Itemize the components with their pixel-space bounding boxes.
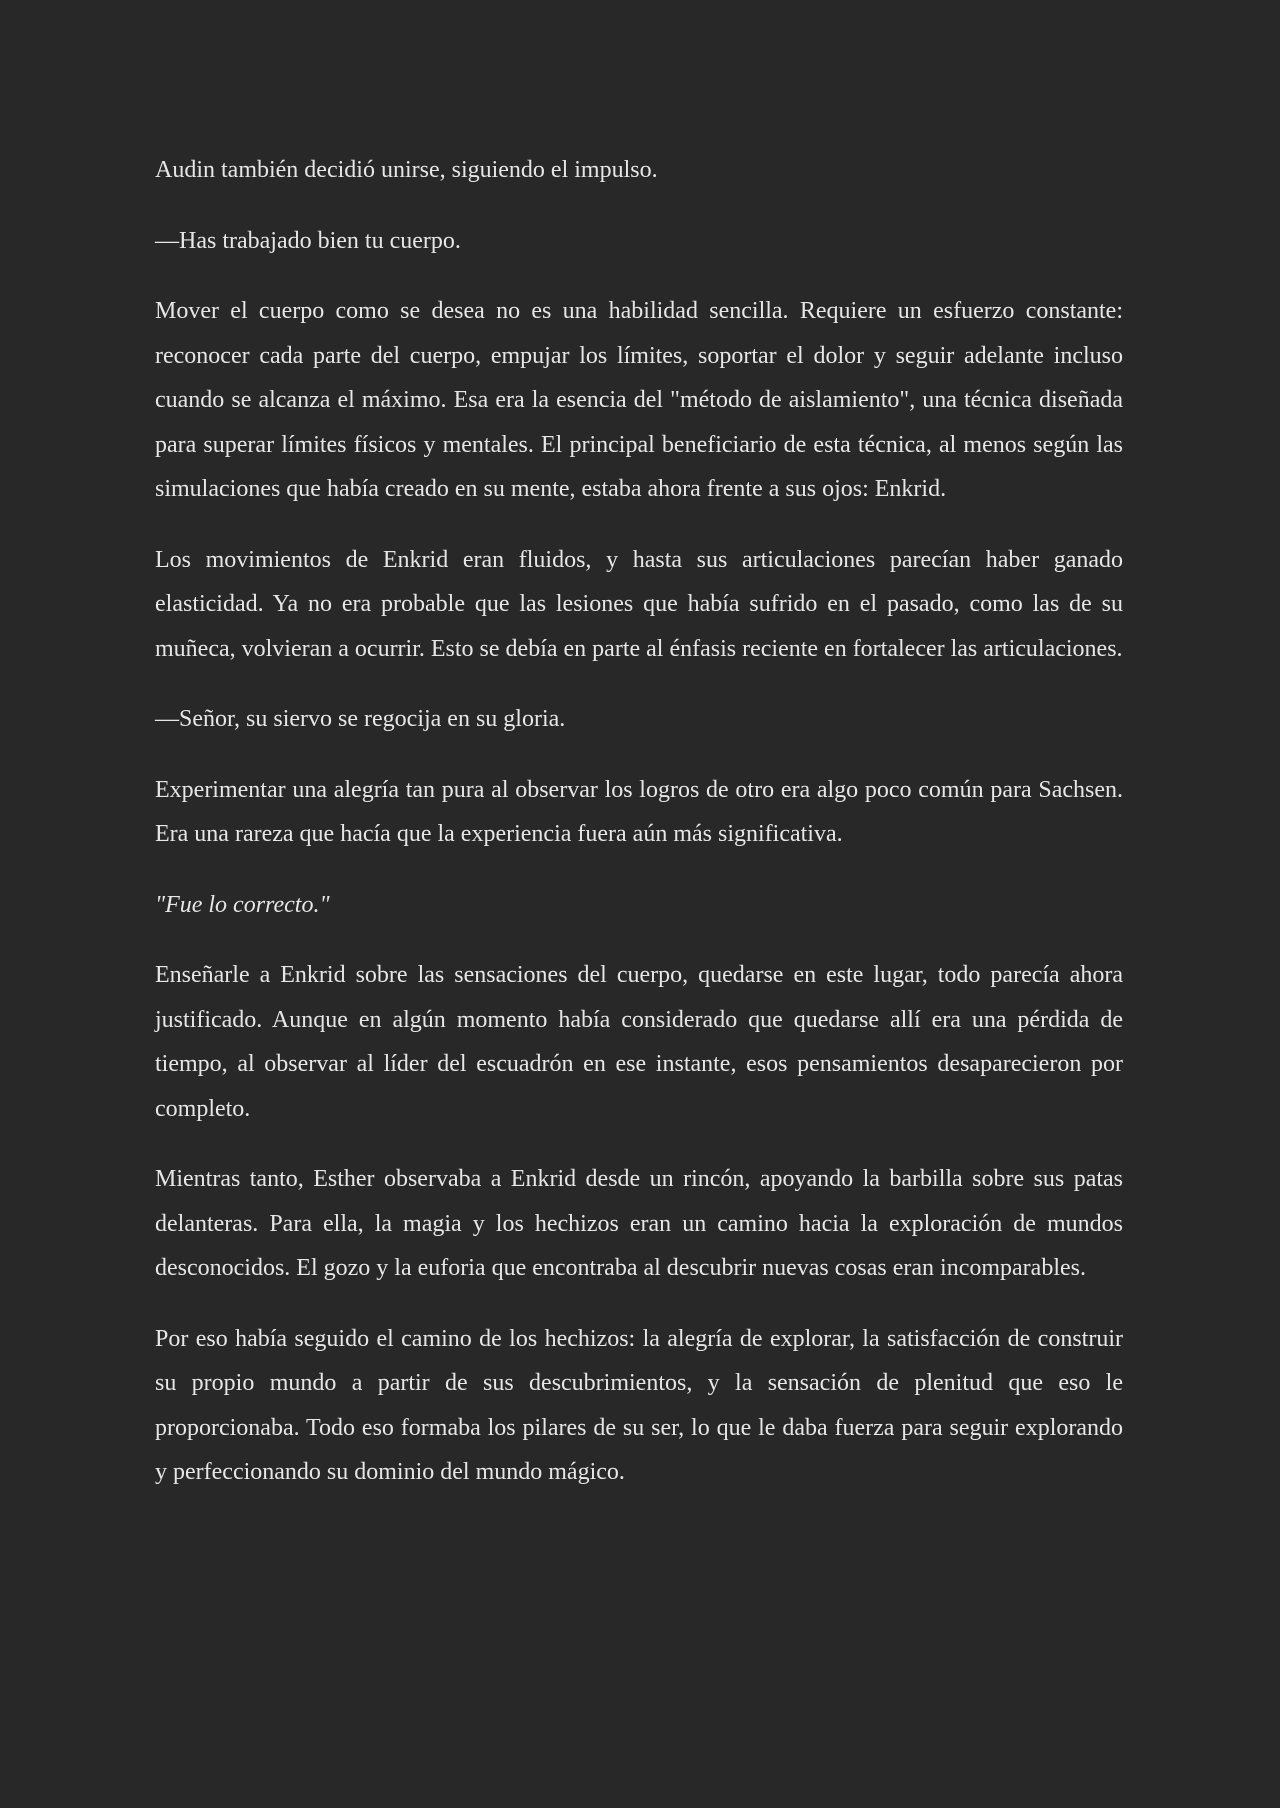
paragraph: Experimentar una alegría tan pura al observar los logros de otro era algo poco común para Sachsen. Era una rareza que hacía que la experiencia fuera aún más significativa.	[155, 776, 1123, 847]
paragraph: Enseñarle a Enkrid sobre las sensaciones del cuerpo, quedarse en este lugar, todo parecía ahora justificado. Aunque en algún momento había considerado que quedarse allí era una pérdida de tiempo, al observar al líder del escuadrón en ese instante, esos pensamientos desaparecieron por completo.	[155, 962, 1123, 1122]
paragraph: Por eso había seguido el camino de los hechizos: la alegría de explorar, la satisfacción de construir su propio mundo a partir de sus descubrimientos, y la sensación de plenitud que eso le proporcionaba. Todo eso formaba los pilares de su ser, lo que le daba fuerza para seguir explorando y perfeccionando su dominio del mundo mágico.	[155, 1325, 1123, 1485]
chapter-text	[155, 148, 1123, 1521]
paragraph: Mientras tanto, Esther observaba a Enkrid desde un rincón, apoyando la barbilla sobre sus patas delanteras. Para ella, la magia y los hechizos eran un camino hacia la exploración de mundos desconocidos. El gozo y la euforia que encontraba al descubrir nuevas cosas eran incomparables.	[155, 1166, 1123, 1281]
paragraph: Mover el cuerpo como se desea no es una habilidad sencilla. Requiere un esfuerzo constante: reconocer cada parte del cuerpo, empujar los límites, soportar el dolor y seguir adelante incluso cuando se alcanza el máximo. Esa era la esencia del "método de aislamiento", una técnica diseñada para superar límites físicos y mentales. El principal beneficiario de esta técnica, al menos según las simulaciones que había creado en su mente, estaba ahora frente a sus ojos: Enkrid.	[155, 298, 1123, 502]
thought-paragraph: "Fue lo correcto."	[155, 891, 330, 918]
paragraph: Los movimientos de Enkrid eran fluidos, y hasta sus articulaciones parecían haber ganado elasticidad. Ya no era probable que las lesiones que había sufrido en el pasado, como las de su muñeca, volvieran a ocurrir. Esto se debía en parte al énfasis reciente en fortalecer las articulaciones.	[155, 546, 1123, 662]
dialogue-paragraph: —Señor, su siervo se regocija en su gloria.	[155, 706, 566, 732]
paragraph: Audin también decidió unirse, siguiendo el impulso.	[155, 157, 658, 183]
dialogue-paragraph: —Has trabajado bien tu cuerpo.	[155, 227, 461, 254]
